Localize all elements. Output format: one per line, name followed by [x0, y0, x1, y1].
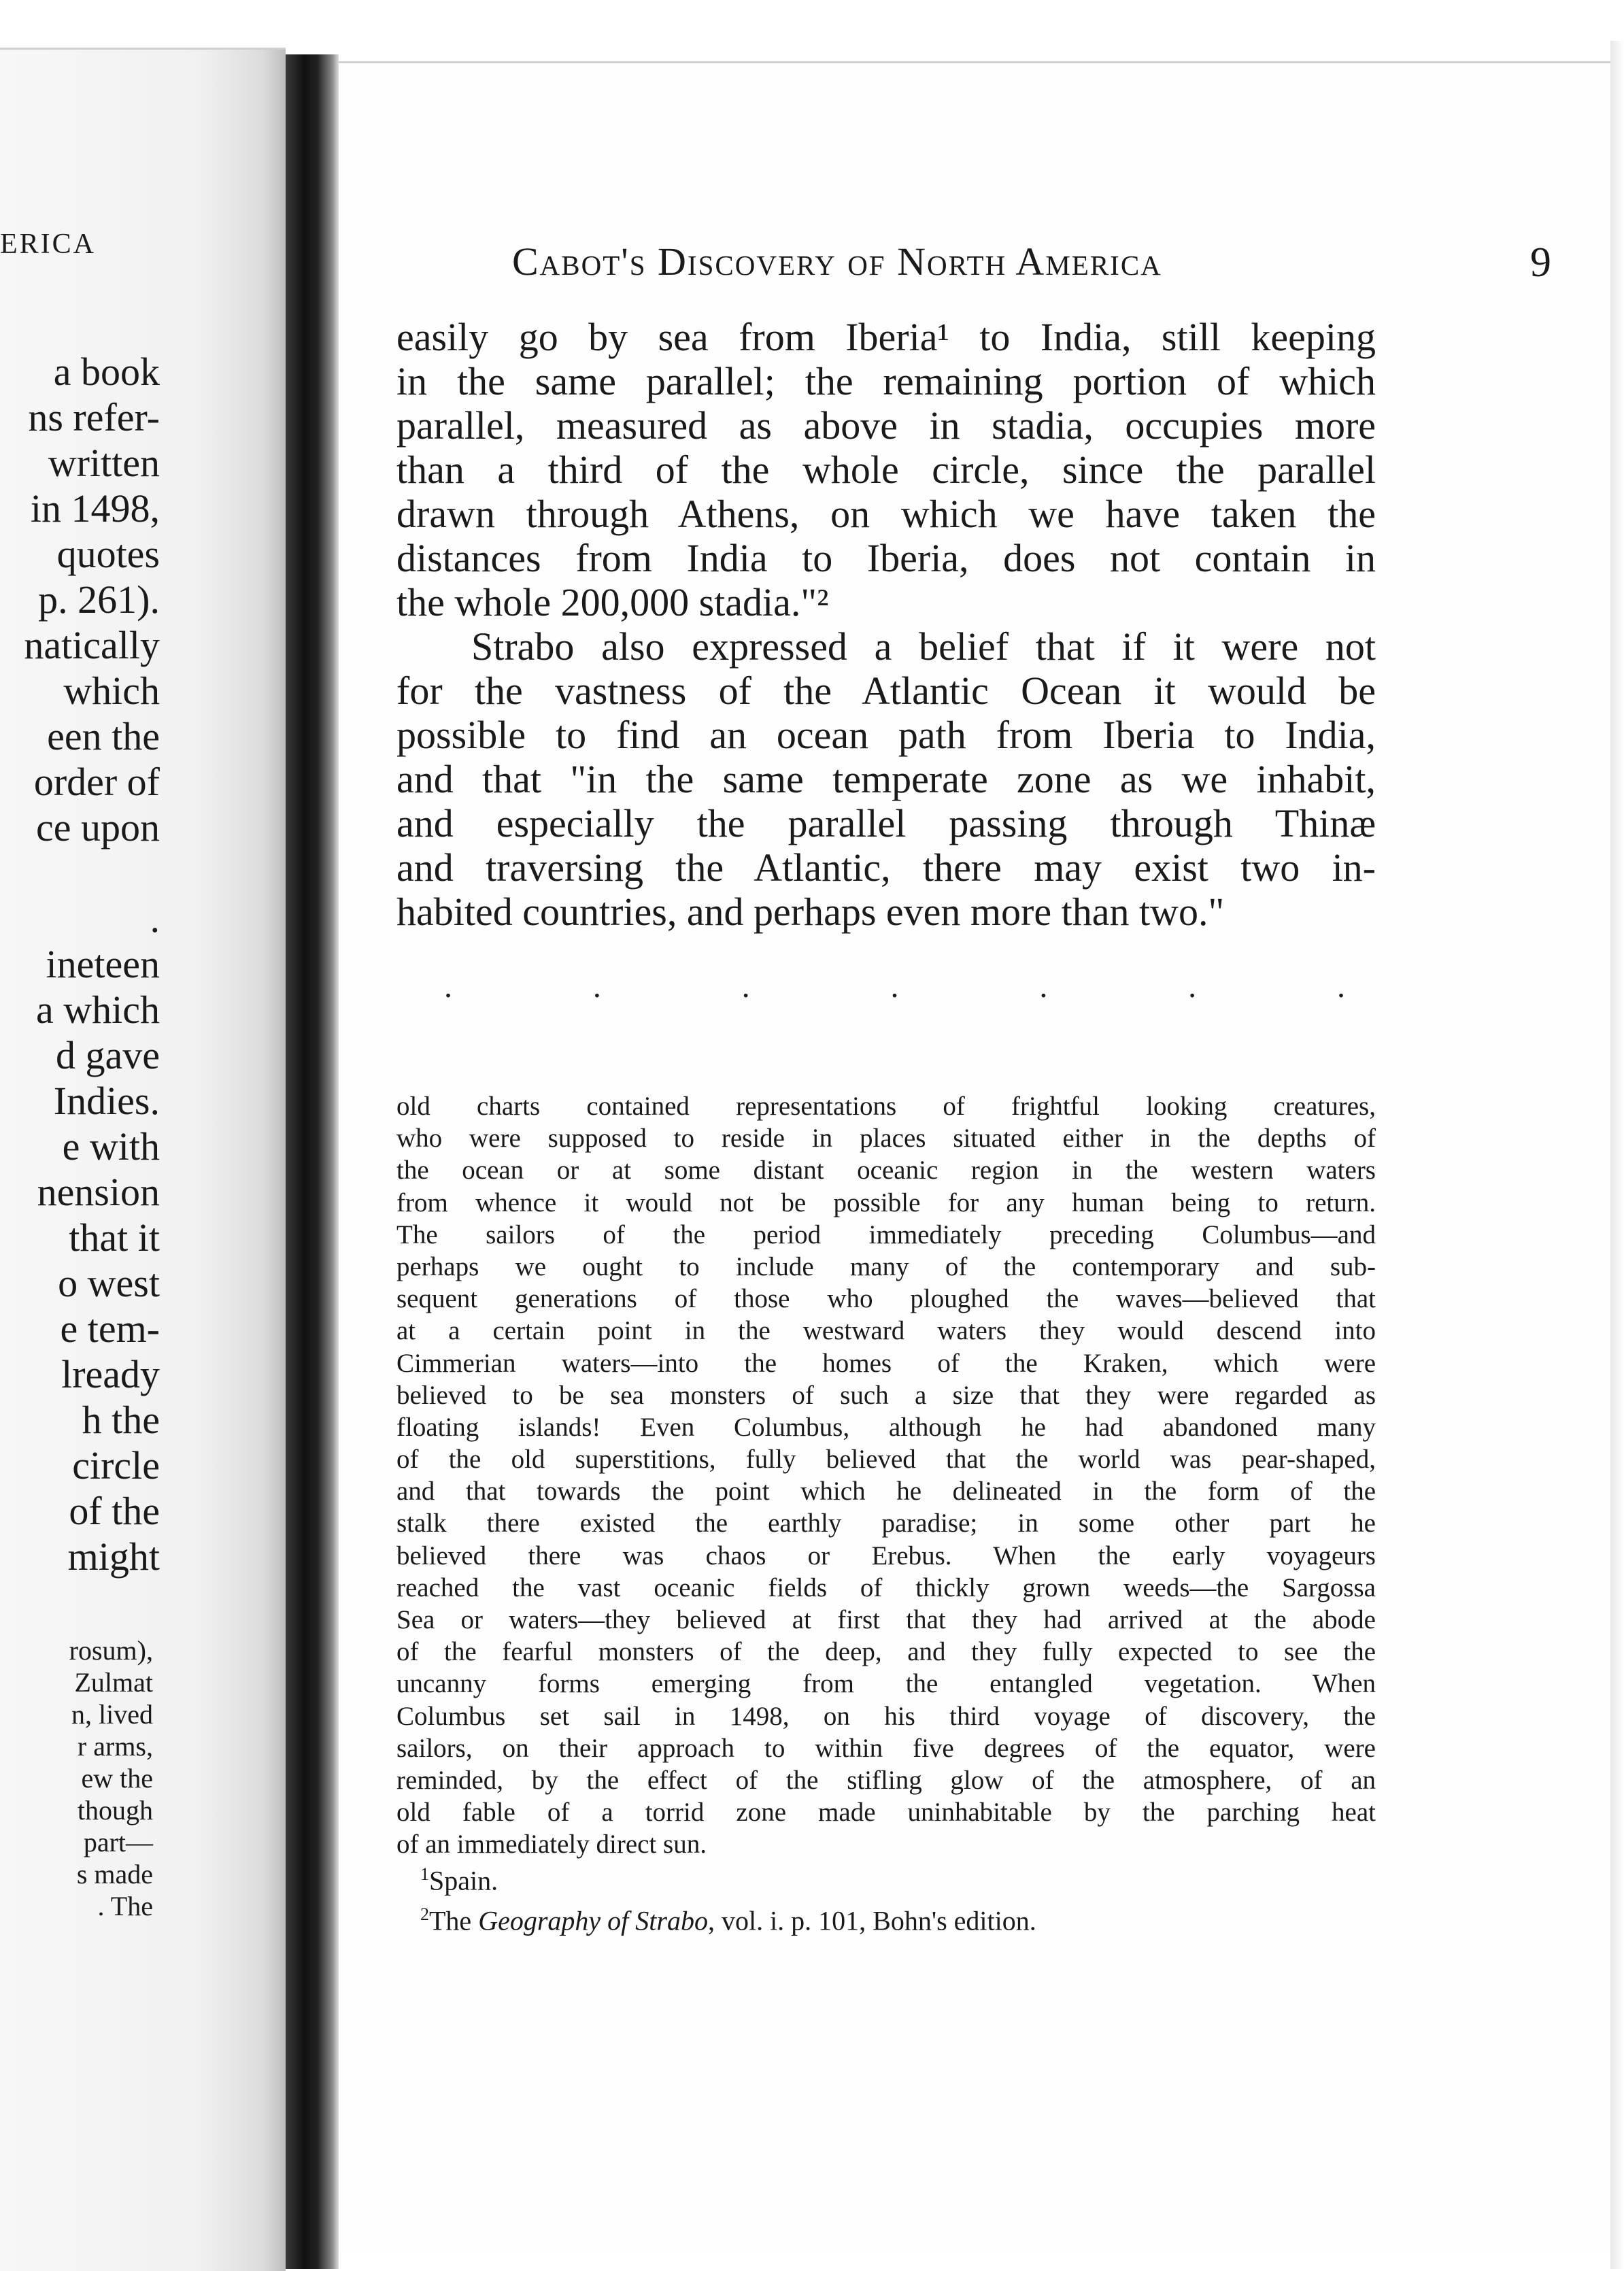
text-line: of the old superstitions, fully believed that the world was pear-shaped, [396, 1445, 1376, 1475]
text-line: sequent generations of those who ploughed the waves—believed that [396, 1284, 1376, 1314]
text-line: of an immediately direct sun. [396, 1830, 707, 1860]
text-line: quotes [56, 532, 160, 576]
text-line: old fable of a torrid zone made uninhabitable by the parching heat [396, 1798, 1376, 1828]
text-line: o west [58, 1261, 160, 1305]
text-line: d gave [56, 1033, 160, 1077]
text-line: . The [97, 1891, 153, 1921]
left-page-notes [0, 1634, 286, 1922]
text-line: habited countries, and perhaps even more than two." [396, 890, 1225, 934]
left-page [0, 48, 286, 2271]
text-line: s made [76, 1859, 153, 1889]
text-line: at a certain point in the westward waters they would descend into [396, 1316, 1376, 1346]
ellipsis-dots [444, 968, 1345, 1005]
text-line: n, lived [71, 1699, 153, 1730]
text-line: of the [69, 1489, 160, 1533]
footnote-1: $^1$Spain. [420, 1864, 498, 1896]
page-edge [1610, 41, 1624, 2269]
text-line: Sea or waters—they believed at first that they had arrived at the abode [396, 1605, 1376, 1634]
text-line: for the vastness of the Atlantic Ocean it would be [396, 669, 1376, 713]
text-line: natically [24, 623, 160, 667]
ellipsis-dot: . [741, 969, 750, 1005]
text-line: ce upon [36, 805, 160, 849]
page-number: 9 [1530, 239, 1553, 286]
text-line: p. 261). [38, 577, 160, 622]
text-line: though [77, 1795, 153, 1826]
text-line: Cimmerian waters—into the homes of the Kraken, which were [396, 1348, 1376, 1378]
text-line: perhaps we ought to include many of the contemporary and sub- [396, 1251, 1376, 1281]
text-line: stalk there existed the earthly paradise; in some other part he [396, 1509, 1376, 1538]
text-line: from whence it would not be possible for any human being to return. [396, 1188, 1376, 1217]
text-line: e with [62, 1124, 160, 1168]
left-running-head: ERICA [0, 229, 96, 260]
text-line: reached the vast oceanic fields of thickly grown weeds—the Sargossa [396, 1572, 1376, 1602]
text-line: een the [47, 714, 160, 758]
text-line: e tem- [60, 1307, 160, 1351]
text-line: ew the [81, 1763, 153, 1794]
ellipsis-dot: . [592, 969, 601, 1005]
text-line: who were supposed to reside in places situated either in the depths of [396, 1124, 1376, 1154]
text-line: than a third of the whole circle, since the parallel [396, 448, 1376, 492]
text-line: nension [37, 1170, 160, 1214]
text-line: Indies. [53, 1079, 160, 1123]
text-line: believed there was chaos or Erebus. When the early voyageurs [396, 1541, 1376, 1570]
text-line: sailors, on their approach to within five degrees of the equator, were [396, 1733, 1376, 1763]
text-line: order of [33, 760, 160, 804]
book-gutter [286, 54, 339, 2269]
text-line: h the [82, 1398, 160, 1442]
text-line: which [63, 669, 160, 713]
text-line: reminded, by the effect of the stifling glow of the atmosphere, of an [396, 1765, 1376, 1795]
text-line: in the same parallel; the remaining portion of which [396, 359, 1376, 403]
text-line: lready [61, 1352, 160, 1396]
text-line: part— [83, 1827, 153, 1857]
text-line: a book [53, 350, 160, 394]
text-line: of the fearful monsters of the deep, and they fully expected to see the [396, 1637, 1376, 1667]
text-line: Strabo also expressed a belief that if it were not [471, 624, 1376, 669]
text-line: and that "in the same temperate zone as we inhabit, [396, 757, 1376, 801]
text-line: in 1498, [30, 486, 160, 531]
text-line: and traversing the Atlantic, there may exist two in- [396, 845, 1376, 890]
text-line: drawn through Athens, on which we have taken the [396, 492, 1376, 536]
text-line: Zulmat [74, 1667, 153, 1698]
text-line: The sailors of the period immediately preceding Columbus—and [396, 1219, 1376, 1249]
right-page [339, 61, 1610, 2253]
text-line: floating islands! Even Columbus, although he had abandoned many [396, 1412, 1376, 1442]
text-line: Columbus set sail in 1498, on his third voyage of discovery, the [396, 1701, 1376, 1731]
text-line: ineteen [46, 942, 160, 986]
running-head [512, 239, 1553, 284]
ellipsis-dot: . [1039, 969, 1048, 1005]
ellipsis-dot: . [444, 969, 452, 1005]
text-line: r arms, [77, 1731, 153, 1762]
text-line: might [67, 1534, 160, 1579]
text-line: and that towards the point which he delineated in the form of the [396, 1477, 1376, 1507]
main-text [396, 315, 1376, 934]
text-line: . [150, 896, 160, 941]
text-line [0, 850, 286, 896]
text-line: distances from India to Iberia, does not contain in [396, 536, 1376, 580]
running-head-title: Cabot's Discovery of North America [512, 239, 1162, 284]
text-line: that it [69, 1215, 160, 1260]
text-line: believed to be sea monsters of such a size that they were regarded as [396, 1380, 1376, 1410]
text-line: ns refer- [28, 395, 160, 439]
footnotes [420, 1857, 1400, 1938]
ellipsis-dot: . [1336, 969, 1345, 1005]
text-line: easily go by sea from Iberia¹ to India, still keeping [396, 315, 1376, 359]
text-line: uncanny forms emerging from the entangled vegetation. When [396, 1669, 1376, 1699]
text-line: old charts contained representations of frightful looking creatures, [396, 1092, 1376, 1121]
ellipsis-dot: . [1188, 969, 1197, 1005]
text-line: possible to find an ocean path from Iberia to India, [396, 713, 1376, 757]
text-line: a which [36, 988, 160, 1032]
left-page-body [0, 349, 286, 1579]
footnote-2: $^2$The Geography of Strabo, vol. i. p. 101, Bohn's edition. [420, 1904, 1036, 1936]
text-line: parallel, measured as above in stadia, occupies more [396, 403, 1376, 448]
ellipsis-dot: . [890, 969, 899, 1005]
text-line: the ocean or at some distant oceanic region in the western waters [396, 1156, 1376, 1185]
text-line: circle [72, 1443, 160, 1487]
text-line: and especially the parallel passing through Thinæ [396, 801, 1376, 845]
text-line: written [48, 441, 160, 485]
footnote-continuation [396, 1090, 1376, 1861]
text-line: the whole 200,000 stadia."² [396, 580, 829, 624]
text-line: rosum), [69, 1635, 153, 1666]
